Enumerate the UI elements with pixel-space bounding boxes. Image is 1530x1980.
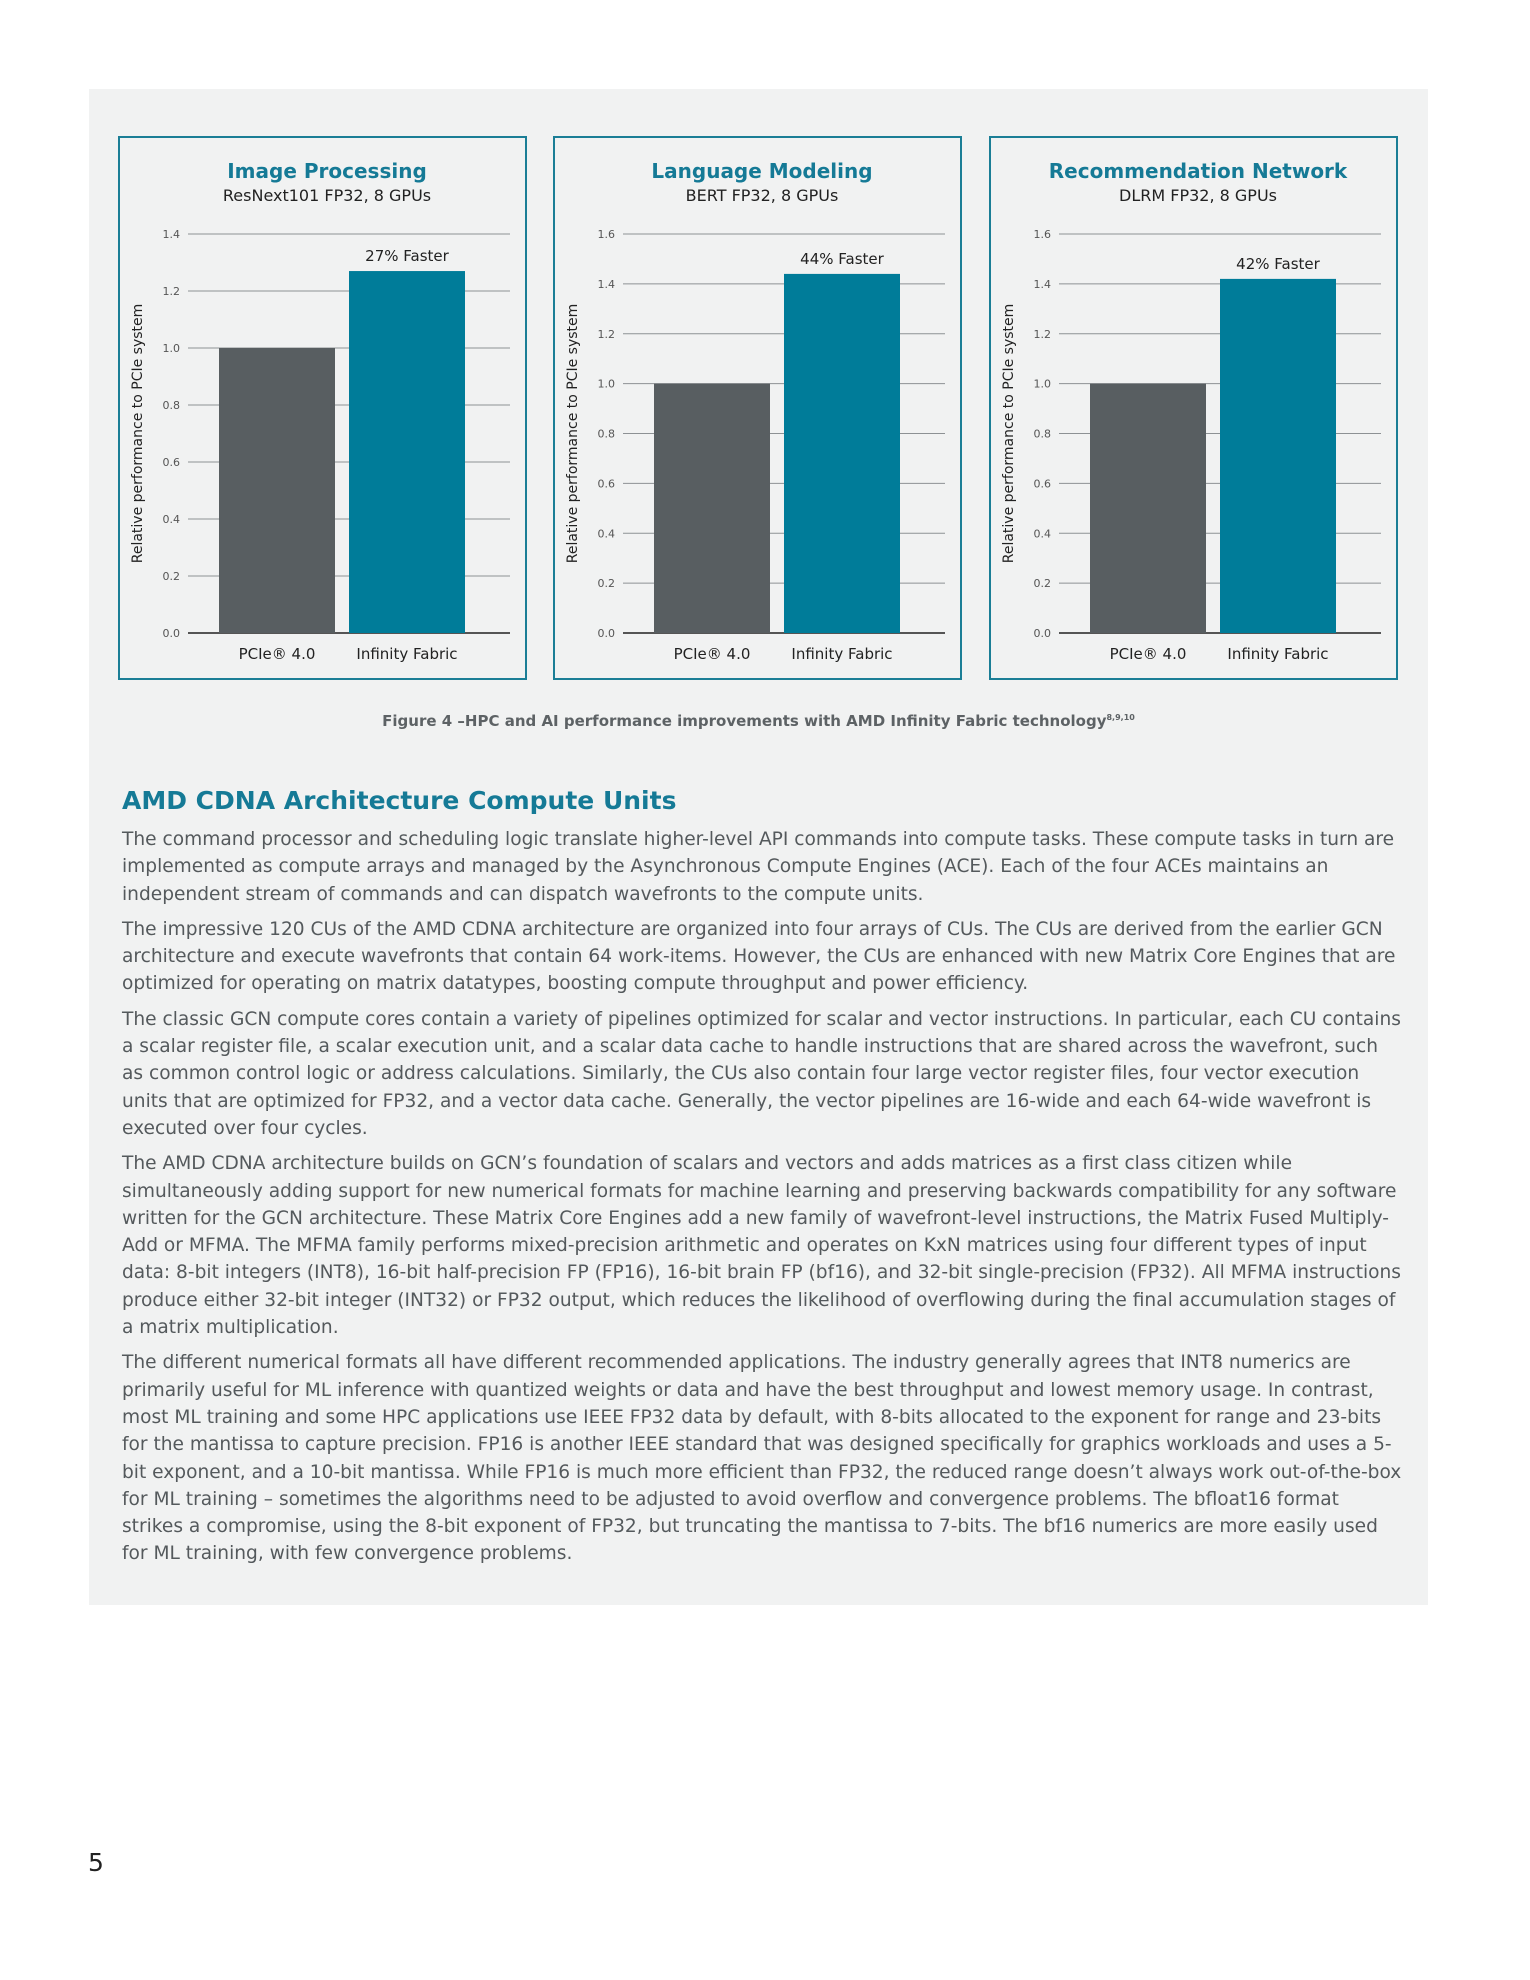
y-tick-label: 1.4 bbox=[597, 277, 615, 291]
paragraph-3: The classic GCN compute cores contain a variety of pipelines optimized for scalar and vector instructions. In particular, each CU contains a scalar register file, a scalar execution unit, and a scalar data cache to handle instructions that are shared across the wavefront, such as common control logic or address calculations. Similarly, the CUs also contain four large vector register files, four vector execution units that are optimized for FP32, and a vector data cache. Generally, the vector pipelines are 16-wide and each 64-wide wavefront is executed over four cycles. bbox=[122, 1008, 1401, 1139]
chart-svg-recommendation-network bbox=[991, 138, 1396, 678]
y-tick-label: 1.0 bbox=[597, 377, 615, 391]
x-tick-label: Infinity Fabric bbox=[791, 645, 893, 663]
y-tick-label: 1.2 bbox=[597, 327, 615, 341]
bar-infinity-fabric bbox=[1220, 279, 1336, 633]
y-tick-label: 1.0 bbox=[162, 342, 180, 355]
y-tick-label: 0.6 bbox=[1033, 477, 1051, 491]
y-tick-label: 0.2 bbox=[162, 570, 180, 583]
y-tick-label: 0.4 bbox=[597, 527, 615, 541]
x-tick-label: Infinity Fabric bbox=[356, 645, 458, 663]
chart-svg-language-modeling bbox=[555, 138, 960, 678]
y-tick-label: 0.0 bbox=[162, 627, 180, 640]
y-tick-label: 1.4 bbox=[162, 228, 180, 241]
y-tick-label: 0.8 bbox=[162, 399, 180, 412]
y-tick-label: 0.6 bbox=[597, 477, 615, 491]
figure-caption bbox=[89, 712, 1428, 730]
y-tick-label: 1.6 bbox=[597, 228, 615, 241]
bar-annotation: 42% Faster bbox=[1236, 254, 1320, 273]
x-tick-label: PCIe® 4.0 bbox=[673, 645, 751, 663]
chart-subtitle: ResNext101 FP32, 8 GPUs bbox=[222, 186, 432, 205]
y-tick-label: 0.6 bbox=[162, 456, 180, 469]
bar-pcie bbox=[219, 348, 335, 633]
bar-pcie bbox=[654, 384, 770, 633]
y-tick-label: 0.4 bbox=[1033, 527, 1051, 541]
y-tick-label: 0.4 bbox=[162, 513, 180, 526]
y-axis-label: Relative performance to PCIe system bbox=[1001, 303, 1017, 564]
page-number: 5 bbox=[88, 1848, 104, 1877]
y-tick-label: 1.2 bbox=[1033, 327, 1051, 341]
chart-image-processing bbox=[118, 136, 527, 680]
bar-annotation: 44% Faster bbox=[800, 249, 884, 268]
bar-pcie bbox=[1090, 384, 1206, 633]
chart-subtitle: DLRM FP32, 8 GPUs bbox=[1119, 186, 1277, 205]
figure-caption-text: Figure 4 –HPC and AI performance improvements with AMD Infinity Fabric technology bbox=[382, 712, 1107, 730]
chart-title: Recommendation Network bbox=[1048, 159, 1348, 183]
y-tick-label: 0.0 bbox=[597, 627, 615, 640]
paragraph-4: The AMD CDNA architecture builds on GCN’s foundation of scalars and vectors and adds matrices as a first class citizen while simultaneously adding support for new numerical formats for machine learning and preserving backwards compatibility for any software written for the GCN architecture. These Matrix Core Engines add a new family of wavefront-level instructions, the Matrix Fused Multiply-Add or MFMA. The MFMA family performs mixed-precision arithmetic and operates on KxN matrices using four different types of input data: 8-bit integers (INT8), 16-bit half-precision FP (FP16), 16-bit brain FP (bf16), and 32-bit single-precision (FP32). All MFMA instructions produce either 32-bit integer (INT32) or FP32 output, which reduces the likelihood of overflowing during the final accumulation stages of a matrix multiplication. bbox=[122, 1153, 1401, 1339]
bar-infinity-fabric bbox=[784, 274, 900, 633]
y-tick-label: 0.2 bbox=[1033, 577, 1051, 591]
chart-svg-image-processing bbox=[120, 138, 525, 678]
y-tick-label: 1.4 bbox=[1033, 277, 1051, 291]
y-axis-label: Relative performance to PCIe system bbox=[565, 303, 581, 564]
paragraph-1: The command processor and scheduling logic translate higher-level API commands into compute tasks. These compute tasks in turn are implemented as compute arrays and managed by the Asynchronous Compute Engines (ACE). Each of the four ACEs maintains an independent stream of commands and can dispatch wavefronts to the compute units. bbox=[122, 829, 1395, 905]
bar-annotation: 27% Faster bbox=[365, 247, 449, 266]
bar-infinity-fabric bbox=[349, 271, 465, 633]
x-tick-label: PCIe® 4.0 bbox=[1109, 645, 1187, 663]
y-tick-label: 0.8 bbox=[1033, 427, 1051, 441]
section-body bbox=[122, 826, 1404, 1576]
chart-subtitle: BERT FP32, 8 GPUs bbox=[685, 186, 839, 205]
figure-caption-refs: 8,9,10 bbox=[1106, 713, 1135, 722]
y-tick-label: 1.0 bbox=[1033, 377, 1051, 391]
paragraph-5: The different numerical formats all have different recommended applications. The industry generally agrees that INT8 numerics are primarily useful for ML inference with quantized weights or data and have the best throughput and lowest memory usage. In contrast, most ML training and some HPC applications use IEEE FP32 data by default, with 8-bits allocated to the exponent for range and 23-bits for the mantissa to capture precision. FP16 is another IEEE standard that was designed specifically for graphics workloads and uses a 5-bit exponent, and a 10-bit mantissa. While FP16 is much more efficient than FP32, the reduced range doesn’t always work out-of-the-box for ML training – sometimes the algorithms need to be adjusted to avoid overflow and convergence problems. The bfloat16 format strikes a compromise, using the 8-bit exponent of FP32, but truncating the mantissa to 7-bits. The bf16 numerics are more easily used for ML training, with few convergence problems. bbox=[122, 1352, 1402, 1565]
y-tick-label: 0.8 bbox=[597, 427, 615, 441]
x-tick-label: PCIe® 4.0 bbox=[238, 645, 316, 663]
chart-title: Image Processing bbox=[227, 159, 427, 183]
y-axis-label: Relative performance to PCIe system bbox=[130, 303, 146, 564]
chart-recommendation-network bbox=[989, 136, 1398, 680]
x-tick-label: Infinity Fabric bbox=[1227, 645, 1329, 663]
y-tick-label: 1.6 bbox=[1033, 228, 1051, 241]
y-tick-label: 0.2 bbox=[597, 577, 615, 591]
section-title: AMD CDNA Architecture Compute Units bbox=[122, 786, 677, 815]
y-tick-label: 0.0 bbox=[1033, 627, 1051, 640]
y-tick-label: 1.2 bbox=[162, 285, 180, 298]
paragraph-2: The impressive 120 CUs of the AMD CDNA architecture are organized into four arrays of CUs. The CUs are derived from the earlier GCN architecture and execute wavefronts that contain 64 work-items. However, the CUs are enhanced with new Matrix Core Engines that are optimized for operating on matrix datatypes, boosting compute throughput and power efficiency. bbox=[122, 918, 1396, 995]
chart-language-modeling bbox=[553, 136, 962, 680]
chart-title: Language Modeling bbox=[651, 159, 873, 183]
